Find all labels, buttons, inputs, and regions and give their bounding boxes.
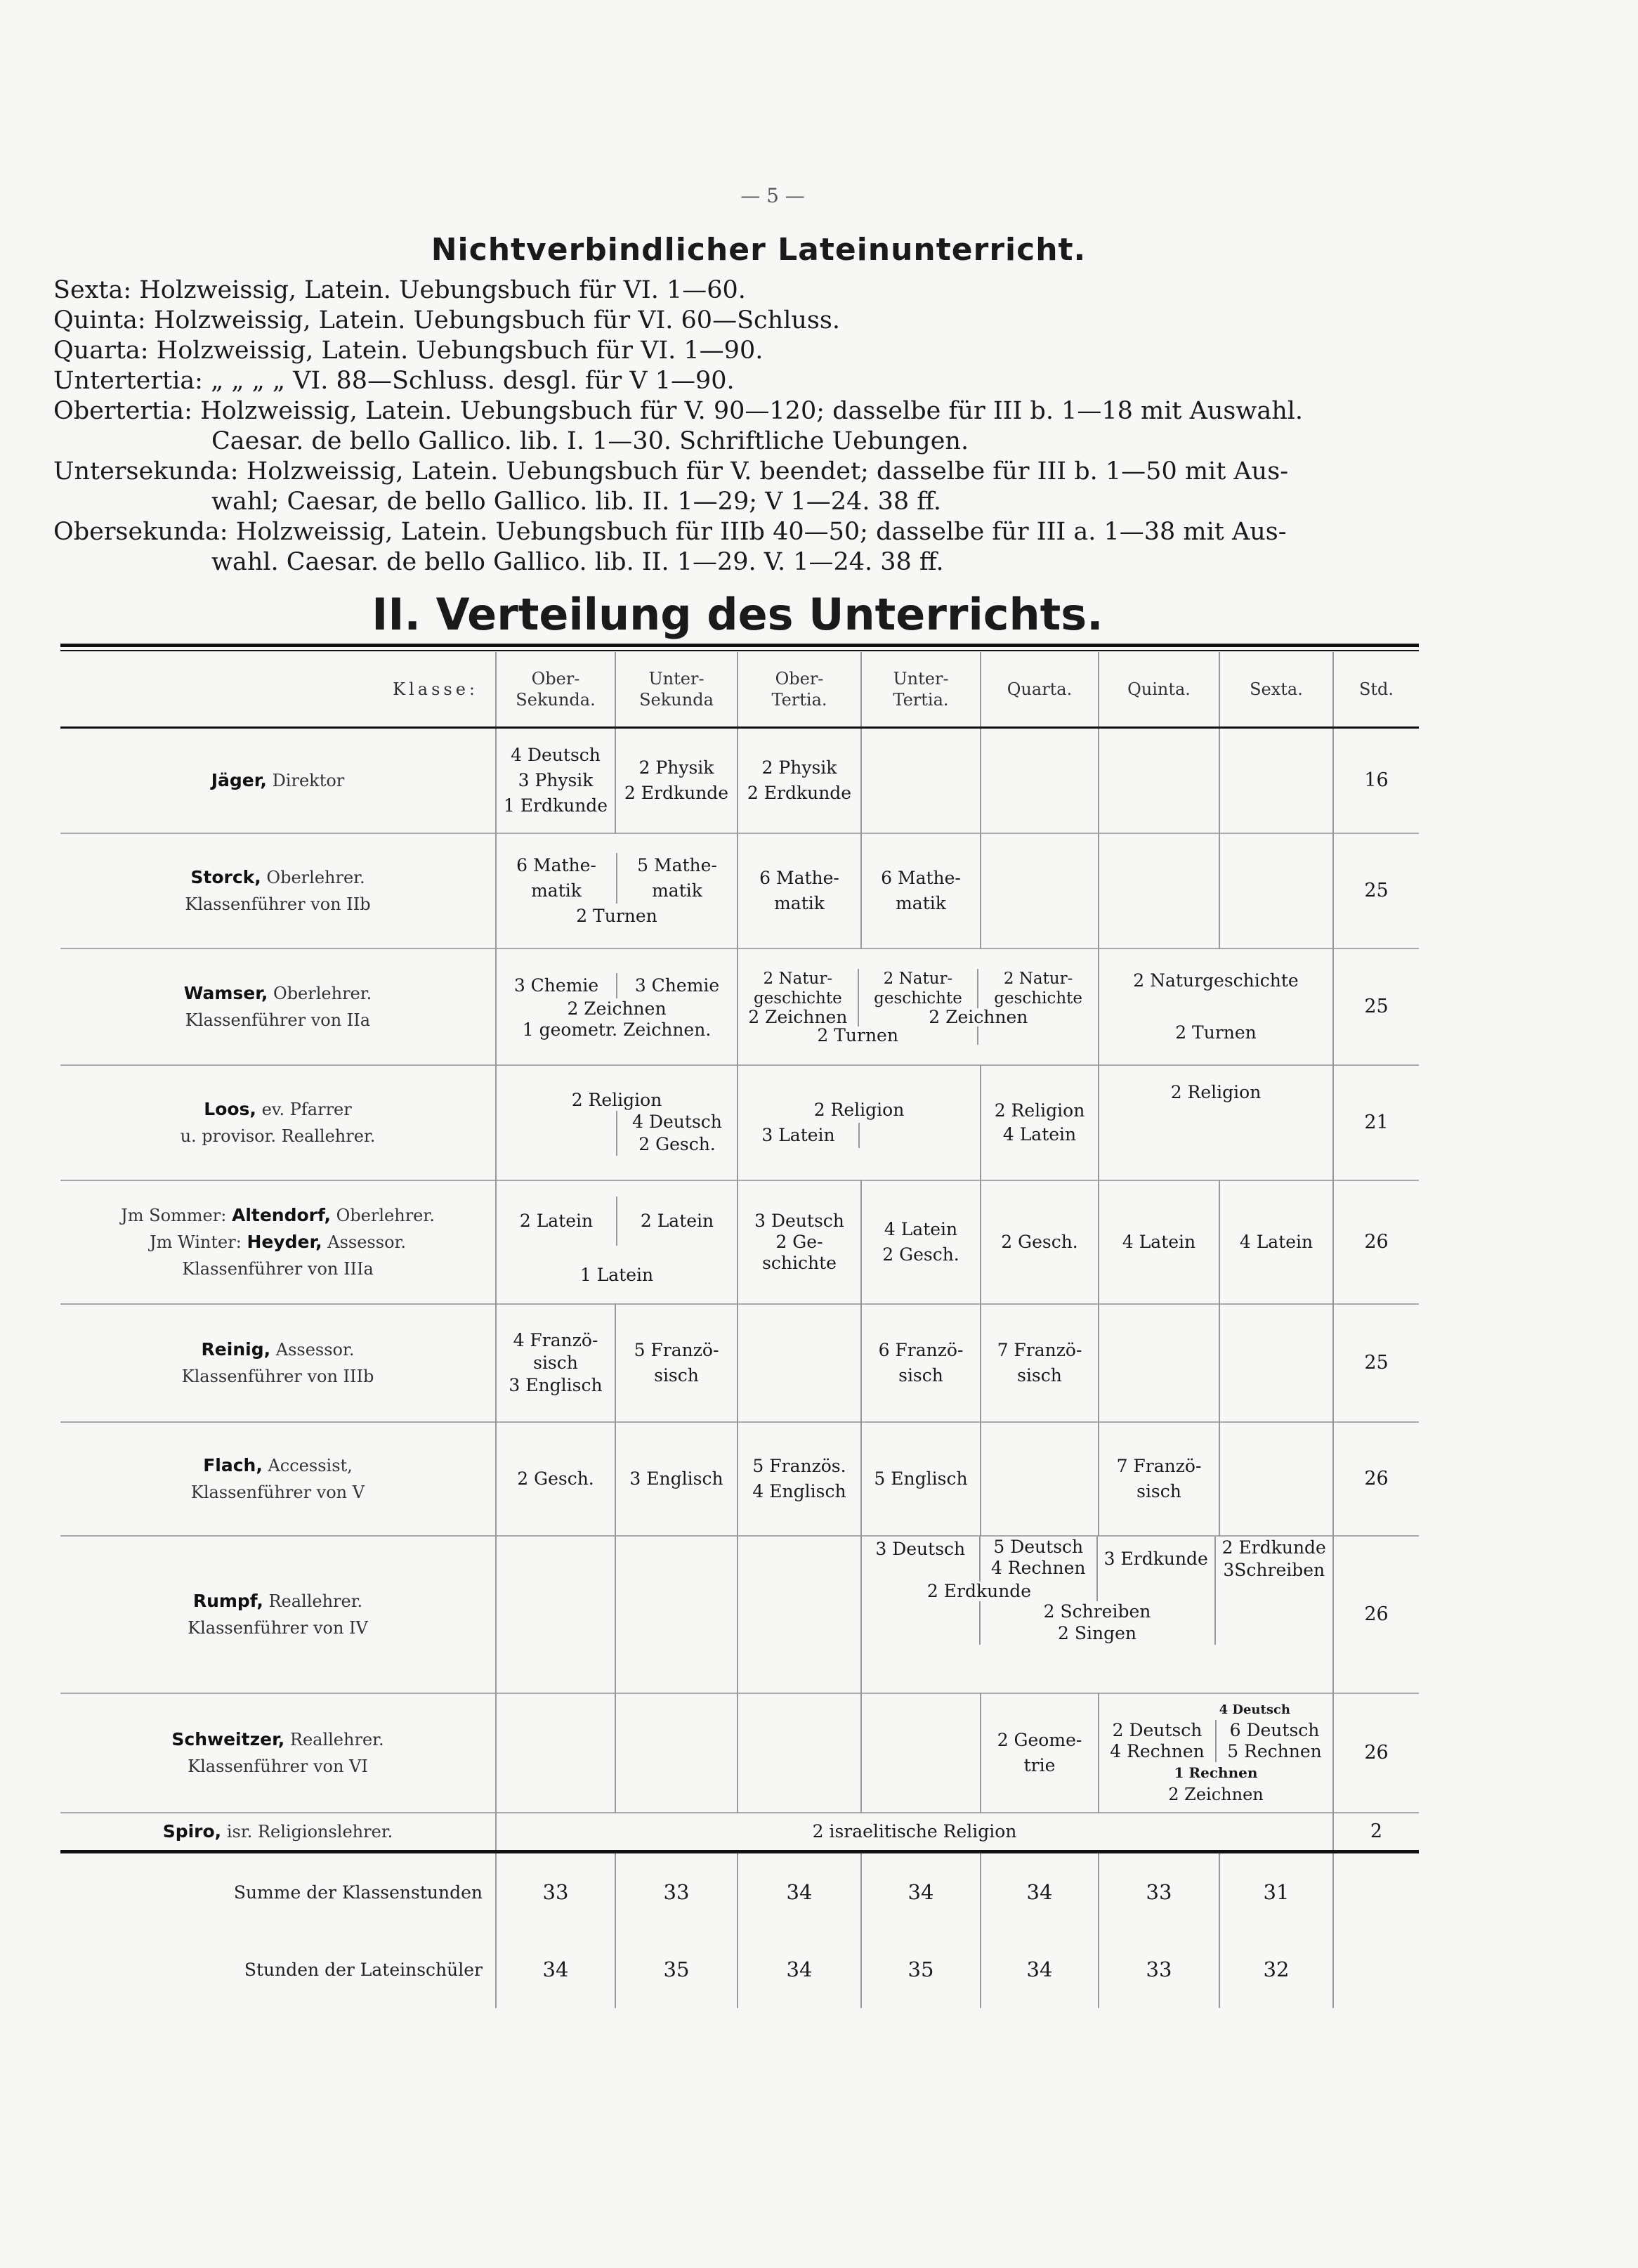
- latin-hours-value: 34: [496, 1931, 615, 2008]
- latin-line: Untertertia: „ „ „ „ VI. 88—Schluss. desgl. für V 1—90.: [53, 367, 735, 395]
- lesson-cell: 4 Deutsch 3 Physik 1 Erdkunde: [496, 728, 615, 833]
- teacher-class: Klassenführer von IIa: [185, 1010, 371, 1030]
- latin-hours-label: Stunden der Lateinschüler: [60, 1931, 496, 2008]
- empty-cell: [1219, 1422, 1333, 1536]
- latin-hours-value: 32: [1219, 1931, 1333, 2008]
- lesson-cell: 4 Franzö- sisch 3 Englisch: [496, 1304, 615, 1422]
- hours-cell: 26: [1364, 1742, 1389, 1764]
- empty-cell: [1219, 1304, 1333, 1422]
- lesson-cell: 2 Zeichnen: [929, 1006, 1028, 1027]
- hours-cell: 26: [1364, 1468, 1389, 1490]
- lesson-cell: 4 Latein: [1219, 1180, 1333, 1304]
- lesson-cell: 4 Latein 2 Gesch.: [861, 1180, 981, 1304]
- hours-cell: 26: [1364, 1603, 1389, 1625]
- lesson-cell: 3 Latein: [738, 1123, 859, 1148]
- hours-cell: 25: [1364, 880, 1389, 901]
- teacher-role: Accessist,: [268, 1455, 353, 1475]
- lesson-cell: 7 Franzö- sisch: [1099, 1422, 1219, 1536]
- empty-cell: [1333, 1931, 1419, 2008]
- lesson-group: [981, 1065, 1099, 1180]
- sum-value: 33: [615, 1852, 738, 1931]
- lesson-cell: 4 Deutsch: [632, 1111, 722, 1132]
- latin-hours-value: 35: [861, 1931, 981, 2008]
- header-untertertia: Unter- Tertia.: [861, 652, 981, 728]
- teacher-cell: [60, 833, 496, 949]
- latin-heading: Nichtverbindlicher Lateinunterricht.: [431, 232, 1087, 268]
- lesson-cell: 4 Latein: [1002, 1123, 1077, 1145]
- latin-line: Untersekunda: Holzweissig, Latein. Uebungsbuch für V. beendet; dasselbe für III b. 1—50 mit Aus-: [53, 457, 1289, 485]
- lesson-group: [496, 1065, 738, 1180]
- latin-hours-value: 34: [981, 1931, 1099, 2008]
- teacher-role: Oberlehrer.: [273, 983, 372, 1003]
- lesson-cell: 3 Chemie: [497, 973, 617, 998]
- lesson-cell: 6 Franzö- sisch: [861, 1304, 981, 1422]
- empty-cell: [981, 833, 1099, 949]
- teacher-class: Klassenführer von VI: [188, 1756, 368, 1776]
- teacher-role: Reallehrer.: [289, 1729, 384, 1749]
- sum-value: 33: [1099, 1852, 1219, 1931]
- header-quarta: Quarta.: [981, 652, 1099, 728]
- lesson-cell: 2 Religion: [994, 1100, 1085, 1121]
- lesson-cell: 2 Turnen: [576, 905, 657, 926]
- teacher-class: Klassenführer von IIIa: [182, 1258, 374, 1279]
- latin-line: Quarta: Holzweissig, Latein. Uebungsbuch für VI. 1—90.: [53, 337, 764, 365]
- empty-cell: [981, 728, 1099, 833]
- empty-cell: [1099, 1304, 1219, 1422]
- teacher-name: Flach,: [203, 1454, 263, 1475]
- lesson-group: [1099, 1693, 1333, 1813]
- table-row: [60, 1304, 1419, 1422]
- table-row: [60, 1180, 1419, 1304]
- teacher-class: Klassenführer von IIIb: [181, 1366, 374, 1386]
- lesson-cell: 4 Latein: [1099, 1180, 1219, 1304]
- lesson-cell: 2 Natur- geschichte: [738, 969, 858, 1008]
- lesson-cell: 6 Mathe- matik: [497, 853, 617, 904]
- header-obersekunda: Ober- Sekunda.: [496, 652, 615, 728]
- table-row: [60, 949, 1419, 1065]
- hours-cell: 16: [1364, 769, 1389, 792]
- lesson-cell: 2 Gesch.: [496, 1422, 615, 1536]
- lesson-cell: 4 Deutsch: [1219, 1702, 1290, 1717]
- teacher-cell: [60, 728, 496, 833]
- lesson-cell: 5 Deutsch 4 Rechnen: [980, 1537, 1098, 1582]
- lesson-cell: 2 israelitische Religion: [496, 1813, 1333, 1852]
- lesson-cell: 2 Latein: [497, 1197, 617, 1246]
- lesson-cell: 2 Zeichnen: [738, 1008, 858, 1027]
- lesson-group: [496, 833, 738, 949]
- lesson-cell: 3 Deutsch: [862, 1537, 980, 1582]
- lesson-cell: 2 Gesch.: [981, 1180, 1099, 1304]
- empty-cell: [861, 1693, 981, 1813]
- table-row: [60, 728, 1419, 833]
- header-sexta: Sexta.: [1219, 652, 1333, 728]
- empty-cell: [738, 1536, 861, 1693]
- teacher-role: ev. Pfarrer: [261, 1099, 352, 1119]
- teacher-role: isr. Religionslehrer.: [226, 1821, 393, 1842]
- latin-line: wahl; Caesar, de bello Gallico. lib. II. 1—29; V 1—24. 38 ff.: [211, 488, 941, 516]
- lesson-cell: 2 Naturgeschichte: [1133, 970, 1299, 991]
- sum-row: [60, 1852, 1419, 1931]
- sum-value: 31: [1219, 1852, 1333, 1931]
- teacher-role: Oberlehrer.: [336, 1205, 435, 1225]
- lesson-cell: 2 Physik 2 Erdkunde: [615, 728, 738, 833]
- teacher-role: Oberlehrer.: [266, 867, 365, 887]
- hours-cell: 21: [1364, 1112, 1389, 1133]
- lesson-cell: 5 Englisch: [861, 1422, 981, 1536]
- lesson-cell: 2 Turnen: [738, 1027, 978, 1045]
- header-std: Std.: [1358, 679, 1394, 699]
- table-row: [60, 1536, 1419, 1693]
- header-untersekunda: Unter- Sekunda: [615, 652, 738, 728]
- lesson-cell: 5 Französ. 4 Englisch: [738, 1422, 861, 1536]
- latin-hours-value: 35: [615, 1931, 738, 2008]
- teacher-name: Heyder,: [247, 1231, 322, 1252]
- teacher-role: Assessor.: [327, 1232, 406, 1252]
- empty-cell: [1219, 833, 1333, 949]
- header-quinta: Quinta.: [1099, 652, 1219, 728]
- lesson-cell: 2 Zeichnen: [1168, 1784, 1264, 1804]
- empty-cell: [1099, 728, 1219, 833]
- lesson-cell: 2 Erdkunde: [862, 1582, 1097, 1601]
- teacher-name: Jäger,: [211, 769, 267, 790]
- lesson-cell: 2 Geome- trie: [981, 1693, 1099, 1813]
- lesson-cell: 2 Deutsch 4 Rechnen: [1099, 1720, 1216, 1762]
- lesson-cell: 6 Mathe- matik: [738, 833, 861, 949]
- lesson-cell: 1 Latein: [579, 1264, 654, 1285]
- latin-line: Caesar. de bello Gallico. lib. I. 1—30. Schriftliche Uebungen.: [211, 427, 969, 455]
- lesson-group: [496, 949, 738, 1065]
- lesson-cell: 3 Englisch: [615, 1422, 738, 1536]
- lesson-group: [738, 949, 1099, 1065]
- lesson-cell: 2 Schreiben: [980, 1601, 1215, 1622]
- header-row: [60, 652, 1419, 728]
- teacher-class: Klassenführer von V: [190, 1482, 365, 1502]
- hours-cell: 25: [1364, 1352, 1389, 1374]
- lesson-cell: 3 Erdkunde: [1097, 1537, 1215, 1582]
- lesson-cell: 7 Franzö- sisch: [981, 1304, 1099, 1422]
- lesson-group: [1099, 949, 1333, 1065]
- hours-cell: 25: [1364, 996, 1389, 1017]
- teacher-cell: [60, 1536, 496, 1693]
- empty-cell: [496, 1536, 615, 1693]
- teacher-name: Spiro,: [162, 1820, 222, 1842]
- lesson-cell: 2 Religion: [813, 1099, 905, 1120]
- latin-line: Obersekunda: Holzweissig, Latein. Uebungsbuch für IIIb 40—50; dasselbe für III a. 1—38 mit Aus-: [53, 518, 1287, 546]
- empty-cell: [738, 1693, 861, 1813]
- latin-line: Sexta: Holzweissig, Latein. Uebungsbuch für VI. 1—60.: [53, 276, 746, 304]
- teacher-role: Assessor.: [275, 1339, 355, 1360]
- hours-cell: 26: [1364, 1231, 1389, 1253]
- heading-rule: [60, 644, 1419, 647]
- teacher-cell: [60, 1180, 496, 1304]
- latin-line: wahl. Caesar. de bello Gallico. lib. II. 1—29. V. 1—24. 38 ff.: [211, 548, 944, 576]
- lesson-cell: 2 Turnen: [1175, 1022, 1257, 1043]
- teacher-cell: [60, 1422, 496, 1536]
- teacher-name: Storck,: [190, 866, 261, 887]
- lesson-cell: 2 Natur- geschichte: [994, 969, 1083, 1008]
- latin-hours-row: [60, 1931, 1419, 2008]
- teacher-class: u. provisor. Reallehrer.: [180, 1126, 376, 1146]
- teacher-season: Jm Sommer:: [121, 1205, 227, 1225]
- lesson-cell: 2 Religion: [571, 1089, 662, 1110]
- lesson-group: [738, 1065, 981, 1180]
- latin-line: Obertertia: Holzweissig, Latein. Uebungsbuch für V. 90—120; dasselbe für III b. 1—18 mit Auswahl.: [53, 397, 1304, 425]
- sum-value: 34: [738, 1852, 861, 1931]
- teacher-class: Klassenführer von IIb: [185, 894, 371, 914]
- empty-cell: [1219, 728, 1333, 833]
- header-klasse: Klasse:: [60, 652, 496, 728]
- lesson-cell: 2 Latein: [640, 1210, 714, 1231]
- teacher-cell: [60, 1065, 496, 1180]
- lesson-cell: 2 Zeichnen: [567, 998, 667, 1019]
- table-row: [60, 1422, 1419, 1536]
- empty-cell: [1099, 833, 1219, 949]
- lesson-cell: 2 Religion: [1099, 1065, 1333, 1180]
- teacher-class: Klassenführer von IV: [188, 1617, 368, 1638]
- table-row: [60, 1693, 1419, 1813]
- lesson-cell: 3 Deutsch 2 Ge- schichte: [738, 1180, 861, 1304]
- teacher-cell: [60, 1304, 496, 1422]
- teacher-cell: [60, 1813, 496, 1852]
- teacher-name: Loos,: [204, 1098, 256, 1119]
- lesson-group: [861, 1536, 1333, 1693]
- teacher-name: Reinig,: [201, 1338, 271, 1360]
- teacher-name: Wamser,: [183, 982, 268, 1003]
- lesson-group: [496, 1180, 738, 1304]
- schedule-table: [60, 652, 1419, 2008]
- table-row: [60, 833, 1419, 949]
- sum-value: 34: [861, 1852, 981, 1931]
- lesson-cell: 5 Mathe- matik: [637, 854, 717, 901]
- empty-cell: [981, 1422, 1099, 1536]
- teacher-name: Rumpf,: [192, 1590, 263, 1611]
- lesson-cell: 2 Gesch.: [638, 1133, 716, 1154]
- empty-cell: [615, 1536, 738, 1693]
- header-obertertia: Ober- Tertia.: [738, 652, 861, 728]
- page-number: — 5 —: [740, 184, 805, 207]
- lesson-cell: 1 Rechnen: [1174, 1764, 1258, 1781]
- heading-rule-thin: [60, 650, 1419, 651]
- sum-value: 34: [981, 1852, 1099, 1931]
- table-row: [60, 1813, 1419, 1852]
- teacher-season: Jm Winter:: [150, 1232, 242, 1252]
- lesson-group: [617, 1111, 737, 1156]
- lesson-cell: 1 geometr. Zeichnen.: [522, 1019, 712, 1040]
- lesson-cell: 5 Franzö- sisch: [615, 1304, 738, 1422]
- section-heading: II. Verteilung des Unterrichts.: [372, 589, 1103, 640]
- empty-cell: [615, 1693, 738, 1813]
- teacher-name: Altendorf,: [231, 1204, 331, 1225]
- teacher-name: Schweitzer,: [171, 1728, 285, 1749]
- empty-cell: [738, 1304, 861, 1422]
- lesson-cell: 6 Mathe- matik: [861, 833, 981, 949]
- teacher-role: Direktor: [272, 770, 345, 790]
- empty-cell: [861, 728, 981, 833]
- lesson-cell: 3 Chemie: [634, 975, 720, 996]
- hours-cell: 2: [1370, 1820, 1383, 1843]
- latin-line: Quinta: Holzweissig, Latein. Uebungsbuch für VI. 60—Schluss.: [53, 306, 840, 334]
- teacher-role: Reallehrer.: [268, 1591, 363, 1611]
- lesson-cell: 6 Deutsch 5 Rechnen: [1227, 1719, 1322, 1761]
- latin-hours-value: 33: [1099, 1931, 1219, 2008]
- sum-label: Summe der Klassenstunden: [60, 1852, 496, 1931]
- empty-cell: [1333, 1852, 1419, 1931]
- latin-hours-value: 34: [738, 1931, 861, 2008]
- latin-syllabus: [53, 275, 1430, 578]
- teacher-cell: [60, 949, 496, 1065]
- lesson-cell: 2 Singen: [980, 1622, 1215, 1645]
- table-row: [60, 1065, 1419, 1180]
- lesson-cell: 2 Natur- geschichte: [858, 969, 978, 1008]
- sum-value: 33: [496, 1852, 615, 1931]
- empty-cell: [496, 1693, 615, 1813]
- teacher-cell: [60, 1693, 496, 1813]
- lesson-cell: 2 Physik 2 Erdkunde: [738, 728, 861, 833]
- lesson-cell: 2 Erdkunde 3Schreiben: [1221, 1537, 1326, 1580]
